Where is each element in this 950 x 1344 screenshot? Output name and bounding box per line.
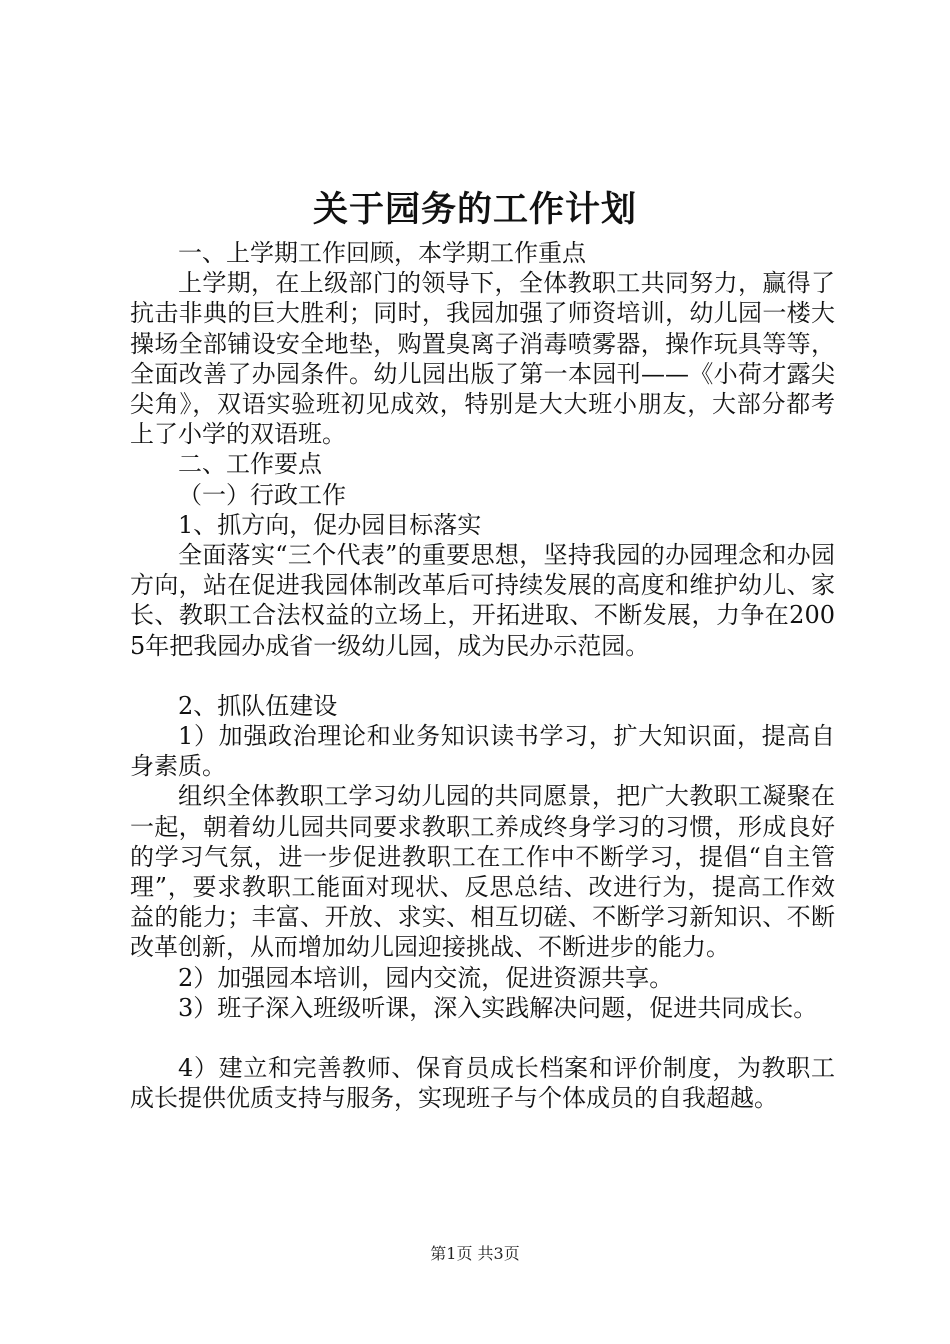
section-heading: 一、上学期工作回顾，本学期工作重点 bbox=[178, 239, 586, 267]
document-title: 关于园务的工作计划 bbox=[312, 189, 637, 230]
paragraph: 4）建立和完善教师、保育员成长档案和评价制度，为教职工成长提供优质支持与服务，实现班子与个体成员的自我超越。 bbox=[130, 1054, 835, 1113]
subsection-heading: （一）行政工作 bbox=[178, 480, 346, 509]
item-heading: 2、抓队伍建设 bbox=[178, 691, 338, 720]
section-heading: 二、工作要点 bbox=[178, 450, 322, 479]
spacer bbox=[130, 661, 835, 691]
paragraph: 全面落实“三个代表”的重要思想，坚持我园的办园理念和办园方向，站在促进我园体制改革后可持续发展的高度和维护幼儿、家长、教职工合法权益的立场上，开拓进取、不断发展，力争在2005年把我园办成省一级幼儿园，成为民办示范园。 bbox=[130, 541, 835, 660]
document-body bbox=[130, 238, 835, 1113]
paragraph: 3）班子深入班级听课，深入实践解决问题，促进共同成长。 bbox=[178, 993, 818, 1022]
page-footer: 第1页 共3页 bbox=[430, 1244, 520, 1263]
paragraph: 上学期，在上级部门的领导下，全体教职工共同努力，赢得了抗击非典的巨大胜利；同时，我园加强了师资培训，幼儿园一楼大操场全部铺设安全地垫，购置臭离子消毒喷雾器，操作玩具等等，全面改善了办园条件。幼儿园出版了第一本园刊——《小荷才露尖尖角》，双语实验班初见成效，特别是大大班小朋友，大部分都考上了小学的双语班。 bbox=[130, 269, 835, 449]
paragraph: 组织全体教职工学习幼儿园的共同愿景，把广大教职工凝聚在一起，朝着幼儿园共同要求教职工养成终身学习的习惯，形成良好的学习气氛，进一步促进教职工在工作中不断学习，提倡“自主管理”，要求教职工能面对现状、反思总结、改进行为，提高工作效益的能力；丰富、开放、求实、相互切磋、不断学习新知识、不断改革创新，从而增加幼儿园迎接挑战、不断进步的能力。 bbox=[130, 782, 835, 962]
item-heading: 1、抓方向，促办园目标落实 bbox=[178, 510, 482, 539]
paragraph: 2）加强园本培训，园内交流，促进资源共享。 bbox=[178, 963, 674, 992]
spacer bbox=[130, 1023, 835, 1053]
paragraph: 1）加强政治理论和业务知识读书学习，扩大知识面，提高自身素质。 bbox=[130, 722, 835, 781]
